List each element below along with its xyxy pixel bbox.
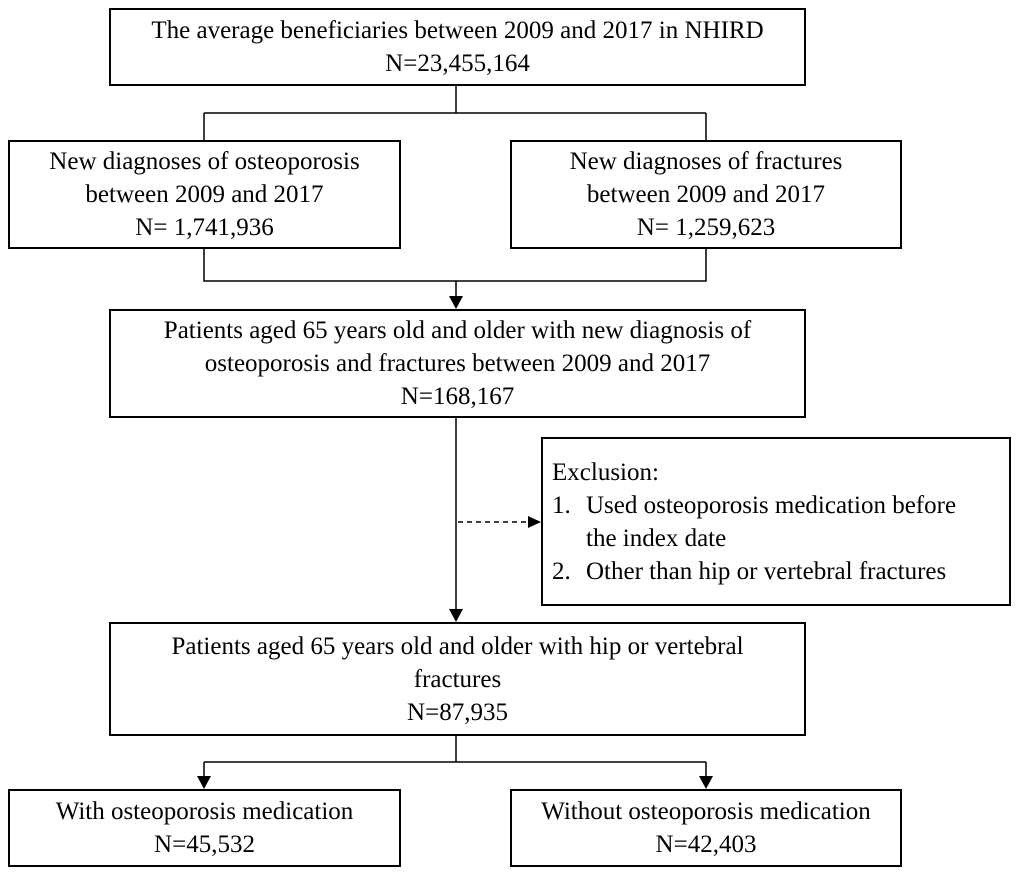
without-medication-box — [510, 789, 902, 867]
exclusion-item-1-text — [586, 489, 956, 555]
osteoporosis-diagnosis-line1: New diagnoses of osteoporosis — [49, 148, 360, 175]
exclusion-item-2-number: 2. — [552, 557, 571, 585]
exclusion-arrow — [528, 516, 541, 528]
beneficiaries-box — [109, 8, 806, 86]
with-medication-box — [8, 789, 401, 867]
split-connector-top — [204, 86, 706, 140]
osteoporosis-diagnosis-count: N= 1,741,936 — [135, 214, 274, 241]
split-connector-bottom — [204, 736, 706, 778]
without-medication-count: N=42,403 — [655, 831, 757, 858]
aged-65-hip-vertebral-count: N=87,935 — [407, 698, 508, 726]
exclusion-item-1-line1: Used osteoporosis medication before — [586, 491, 957, 519]
exclusion-item-2 — [552, 555, 946, 588]
aged-65-hip-vertebral-box — [109, 622, 806, 736]
osteoporosis-diagnosis-box — [8, 140, 401, 249]
aged-65-hip-vertebral-line1: Patients aged 65 years old and older with hip or vertebral — [171, 632, 744, 660]
with-medication-count: N=45,532 — [154, 831, 255, 858]
without-medication-arrow — [699, 776, 713, 789]
exclusion-item-1-line2: the index date — [586, 524, 727, 552]
with-medication-title: With osteoporosis medication — [55, 798, 354, 825]
with-medication-arrow — [197, 776, 211, 789]
aged-65-both-count: N=168,167 — [400, 383, 515, 410]
exclusion-title: Exclusion: — [552, 458, 659, 486]
osteoporosis-diagnosis-line2: between 2009 and 2017 — [85, 181, 324, 208]
exclusion-item-2-line1: Other than hip or vertebral fractures — [586, 557, 947, 585]
beneficiaries-title: The average beneficiaries between 2009 and 2017 in NHIRD — [151, 17, 764, 44]
exclusion-item-1-number: 1. — [552, 491, 571, 519]
beneficiaries-count: N=23,455,164 — [385, 50, 530, 77]
fractures-diagnosis-count: N= 1,259,623 — [636, 214, 776, 241]
main-flow-arrow — [449, 609, 463, 622]
merge-arrow — [449, 296, 463, 309]
fractures-diagnosis-box — [510, 140, 902, 249]
aged-65-both-line2: osteoporosis and fractures between 2009 and 2017 — [204, 350, 711, 377]
without-medication-title: Without osteoporosis medication — [541, 798, 871, 825]
exclusion-item-1 — [552, 489, 956, 555]
aged-65-both-line1: Patients aged 65 years old and older with new diagnosis of — [163, 317, 752, 344]
fractures-diagnosis-line2: between 2009 and 2017 — [586, 181, 826, 208]
fractures-diagnosis-line1: New diagnoses of fractures — [569, 148, 843, 175]
merge-connector — [204, 249, 706, 299]
exclusion-box — [541, 437, 1011, 606]
aged-65-osteoporosis-fractures-box — [109, 309, 806, 418]
aged-65-hip-vertebral-line2: fractures — [413, 665, 502, 693]
